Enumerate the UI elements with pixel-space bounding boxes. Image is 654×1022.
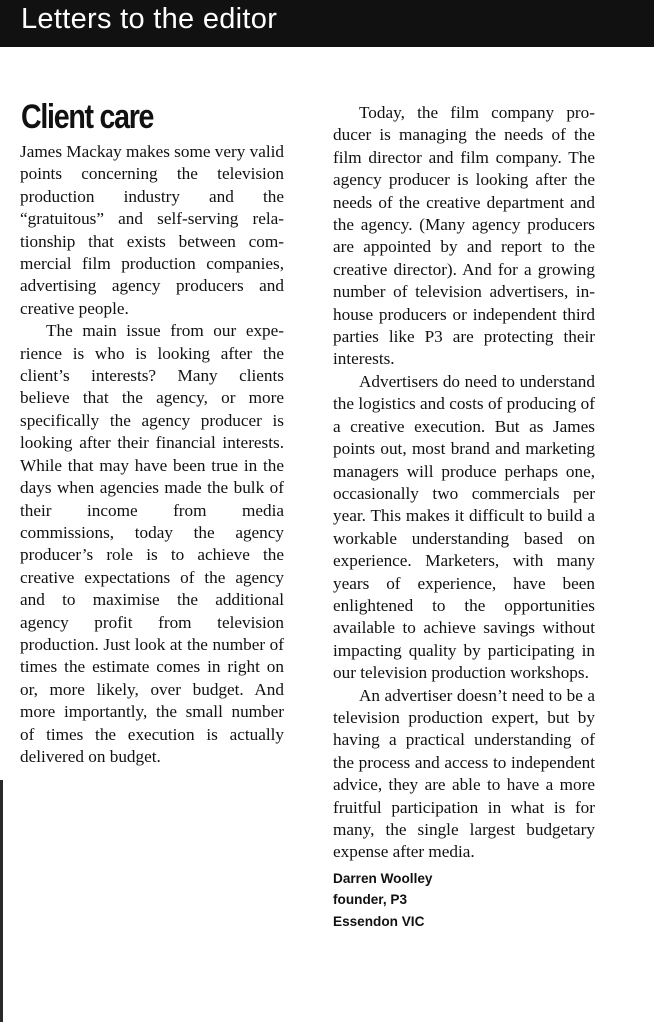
section-header-bar (0, 0, 654, 47)
letter-paragraph: Advertisers do need to understand the logistics and costs of producing of a creative execution. But as James points out, most brand and marketing managers will produce perhaps one, occasionally two commercials per year. This makes it difficult to build a workable understanding based on experience. Marketers, with many years of experience, have been enlightened to the opportunities available to achieve savings without impacting quality by participating in our television production workshops. (333, 371, 595, 683)
letter-signoff (333, 868, 595, 933)
page-edge-rule (0, 780, 3, 1022)
letter-paragraph: James Mackay makes some very valid points concerning the television production industry and the “gratuitous” and self-serving relationship that exists between commercial film production companies, advertising agency producers and creative people. (20, 142, 284, 318)
letter-paragraph: Today, the film company producer is managing the needs of the film director and film company. The agency producer is looking after the needs of the creative department and the agency. (Many agency producers are appointed by and report to the creative director). And for a growing number of television advertisers, in-house producers or independent third parties like P3 are protecting their interests. (333, 103, 595, 369)
section-title: Letters to the editor (21, 3, 278, 35)
author-role: founder, P3 (333, 892, 408, 908)
letter-paragraph: The main issue from our experience is who is looking after the client’s interests? Many clients believe that the agency, or more specifically the agency producer is looking after their financial interests. While that may have been true in the days when agencies made the bulk of their income from media commissions, today the agency producer’s role is to achieve the creative expectations of the agency and to maximise the additional agency profit from television production. Just look at the number of times the estimate comes in right on or, more likely, over budget. And more importantly, the small number of times the execution is actually delivered on budget. (20, 321, 284, 766)
left-text-column (20, 141, 284, 768)
right-text-column (333, 102, 595, 932)
author-name: Darren Woolley (333, 870, 433, 886)
letter-headline: Client care (21, 98, 154, 136)
letter-paragraph: An advertiser doesn’t need to be a television production expert, but by having a practical understanding of the process and access to independent advice, they are able to have a more fruitful participation in what is for many, the single largest budgetary expense after media. (333, 685, 595, 862)
author-location: Essendon VIC (333, 913, 425, 929)
